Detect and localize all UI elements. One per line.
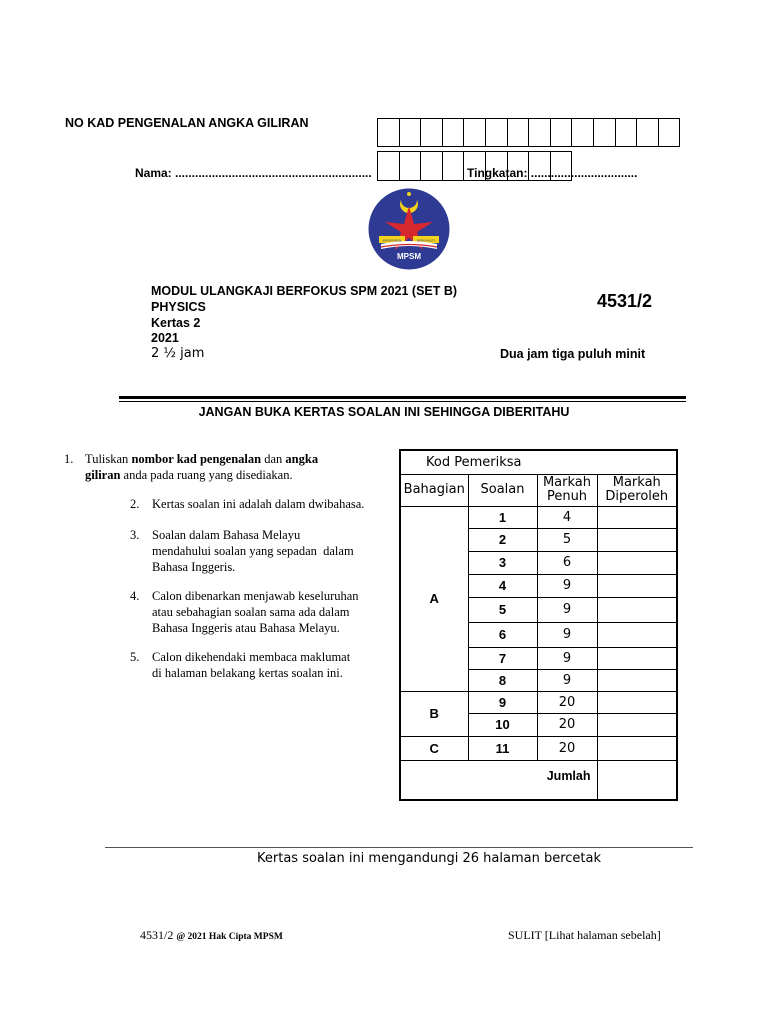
col-markah-diperoleh: Markah Diperoleh (597, 474, 677, 506)
instruction-number: 2. (130, 497, 140, 511)
logo-banner-right: BERKUALITI (417, 238, 435, 243)
nama-field[interactable]: Nama: ........................................................... (135, 166, 372, 180)
logo-text: MPSM (397, 252, 421, 261)
instruction-number: 1. (64, 452, 74, 466)
mpsm-logo (367, 186, 451, 277)
id-box[interactable] (421, 119, 443, 146)
table-title: Kod Pemeriksa (400, 450, 677, 474)
obtained-mark-cell[interactable] (597, 669, 677, 691)
full-mark: 9 (537, 597, 597, 622)
question-number: 7 (468, 647, 537, 669)
question-number: 4 (468, 574, 537, 597)
full-mark: 20 (537, 713, 597, 736)
question-number: 5 (468, 597, 537, 622)
instruction-number: 4. (130, 589, 140, 603)
giliran-box[interactable] (400, 152, 422, 180)
warning-text: JANGAN BUKA KERTAS SOALAN INI SEHINGGA DIBERITAHU (198, 405, 570, 419)
full-mark: 4 (537, 506, 597, 528)
obtained-mark-cell[interactable] (597, 506, 677, 528)
divider-thick (119, 396, 686, 399)
duration-words: Dua jam tiga puluh minit (500, 347, 646, 361)
full-mark: 9 (537, 622, 597, 647)
id-box[interactable] (486, 119, 508, 146)
col-soalan: Soalan (468, 474, 537, 506)
question-number: 1 (468, 506, 537, 528)
footer-copyright: @ 2021 Hak Cipta MPSM (176, 932, 283, 942)
paper-code: 4531/2 (597, 291, 653, 311)
exam-title: MODUL ULANGKAJI BERFOKUS SPM 2021 (SET B) (151, 284, 458, 298)
id-box[interactable] (464, 119, 486, 146)
obtained-mark-cell[interactable] (597, 622, 677, 647)
id-box[interactable] (551, 119, 573, 146)
full-mark: 9 (537, 647, 597, 669)
examiner-table (399, 449, 678, 801)
id-number-label: NO KAD PENGENALAN ANGKA GILIRAN (65, 116, 309, 130)
id-box[interactable] (508, 119, 530, 146)
section-b: B (400, 691, 468, 736)
full-mark: 6 (537, 551, 597, 574)
full-mark: 9 (537, 574, 597, 597)
id-box[interactable] (594, 119, 616, 146)
instruction-4: 4. Calon dibenarkan menjawab keseluruhan atau sebahagian soalan sama ada dalam Bahasa Inggeris atau Bahasa Melayu. (130, 589, 359, 635)
instruction-1: 1. Tuliskan nombor kad pengenalan dan angka giliran anda pada ruang yang disediakan. (64, 452, 319, 482)
id-box[interactable] (637, 119, 659, 146)
exam-duration: 2 ½ jam (151, 346, 205, 361)
obtained-mark-cell[interactable] (597, 574, 677, 597)
full-mark: 20 (537, 736, 597, 760)
logo-banner-left: BERDISIPLIN (382, 238, 402, 243)
instruction-5: 5. Calon dikehendaki membaca maklumat di halaman belakang kertas soalan ini. (130, 650, 351, 680)
total-label: Jumlah (400, 760, 597, 800)
full-mark: 5 (537, 528, 597, 551)
obtained-mark-cell[interactable] (597, 691, 677, 713)
section-c: C (400, 736, 468, 760)
id-box[interactable] (378, 119, 400, 146)
id-box[interactable] (659, 119, 681, 146)
obtained-mark-cell[interactable] (597, 647, 677, 669)
exam-paper: Kertas 2 (151, 316, 201, 330)
giliran-box[interactable] (421, 152, 443, 180)
instruction-2: 2. Kertas soalan ini adalah dalam dwibahasa. (130, 497, 365, 511)
giliran-box[interactable] (378, 152, 400, 180)
section-a: A (400, 506, 468, 691)
question-number: 11 (468, 736, 537, 760)
obtained-mark-cell[interactable] (597, 713, 677, 736)
id-box[interactable] (529, 119, 551, 146)
question-number: 2 (468, 528, 537, 551)
instruction-number: 5. (130, 650, 140, 664)
bottom-divider (105, 847, 693, 848)
id-box[interactable] (400, 119, 422, 146)
obtained-mark-cell[interactable] (597, 551, 677, 574)
obtained-mark-cell[interactable] (597, 736, 677, 760)
id-box[interactable] (572, 119, 594, 146)
footer-right: SULIT [Lihat halaman sebelah] (508, 928, 661, 942)
full-mark: 9 (537, 669, 597, 691)
obtained-mark-cell[interactable] (597, 528, 677, 551)
footer-left (140, 928, 283, 943)
question-number: 6 (468, 622, 537, 647)
id-number-boxes[interactable] (377, 118, 680, 147)
question-number: 10 (468, 713, 537, 736)
instruction-number: 3. (130, 528, 140, 542)
divider-thin (119, 401, 686, 402)
col-markah-penuh: Markah Penuh (537, 474, 597, 506)
total-obtained-cell[interactable] (597, 760, 677, 800)
exam-subject: PHYSICS (151, 300, 206, 314)
id-box[interactable] (443, 119, 465, 146)
giliran-box[interactable] (443, 152, 465, 180)
question-number: 9 (468, 691, 537, 713)
footer-paper-code: 4531/2 (140, 928, 174, 942)
instruction-3: 3. Soalan dalam Bahasa Melayu mendahului soalan yang sepadan dalam Bahasa Inggeris. (130, 528, 354, 574)
exam-year: 2021 (151, 331, 179, 345)
col-bahagian: Bahagian (400, 474, 468, 506)
obtained-mark-cell[interactable] (597, 597, 677, 622)
question-number: 8 (468, 669, 537, 691)
id-box[interactable] (616, 119, 638, 146)
question-number: 3 (468, 551, 537, 574)
tingkatan-field[interactable]: Tingkatan: ................................ (467, 166, 638, 180)
page-count-note: Kertas soalan ini mengandungi 26 halaman bercetak (257, 851, 602, 866)
full-mark: 20 (537, 691, 597, 713)
